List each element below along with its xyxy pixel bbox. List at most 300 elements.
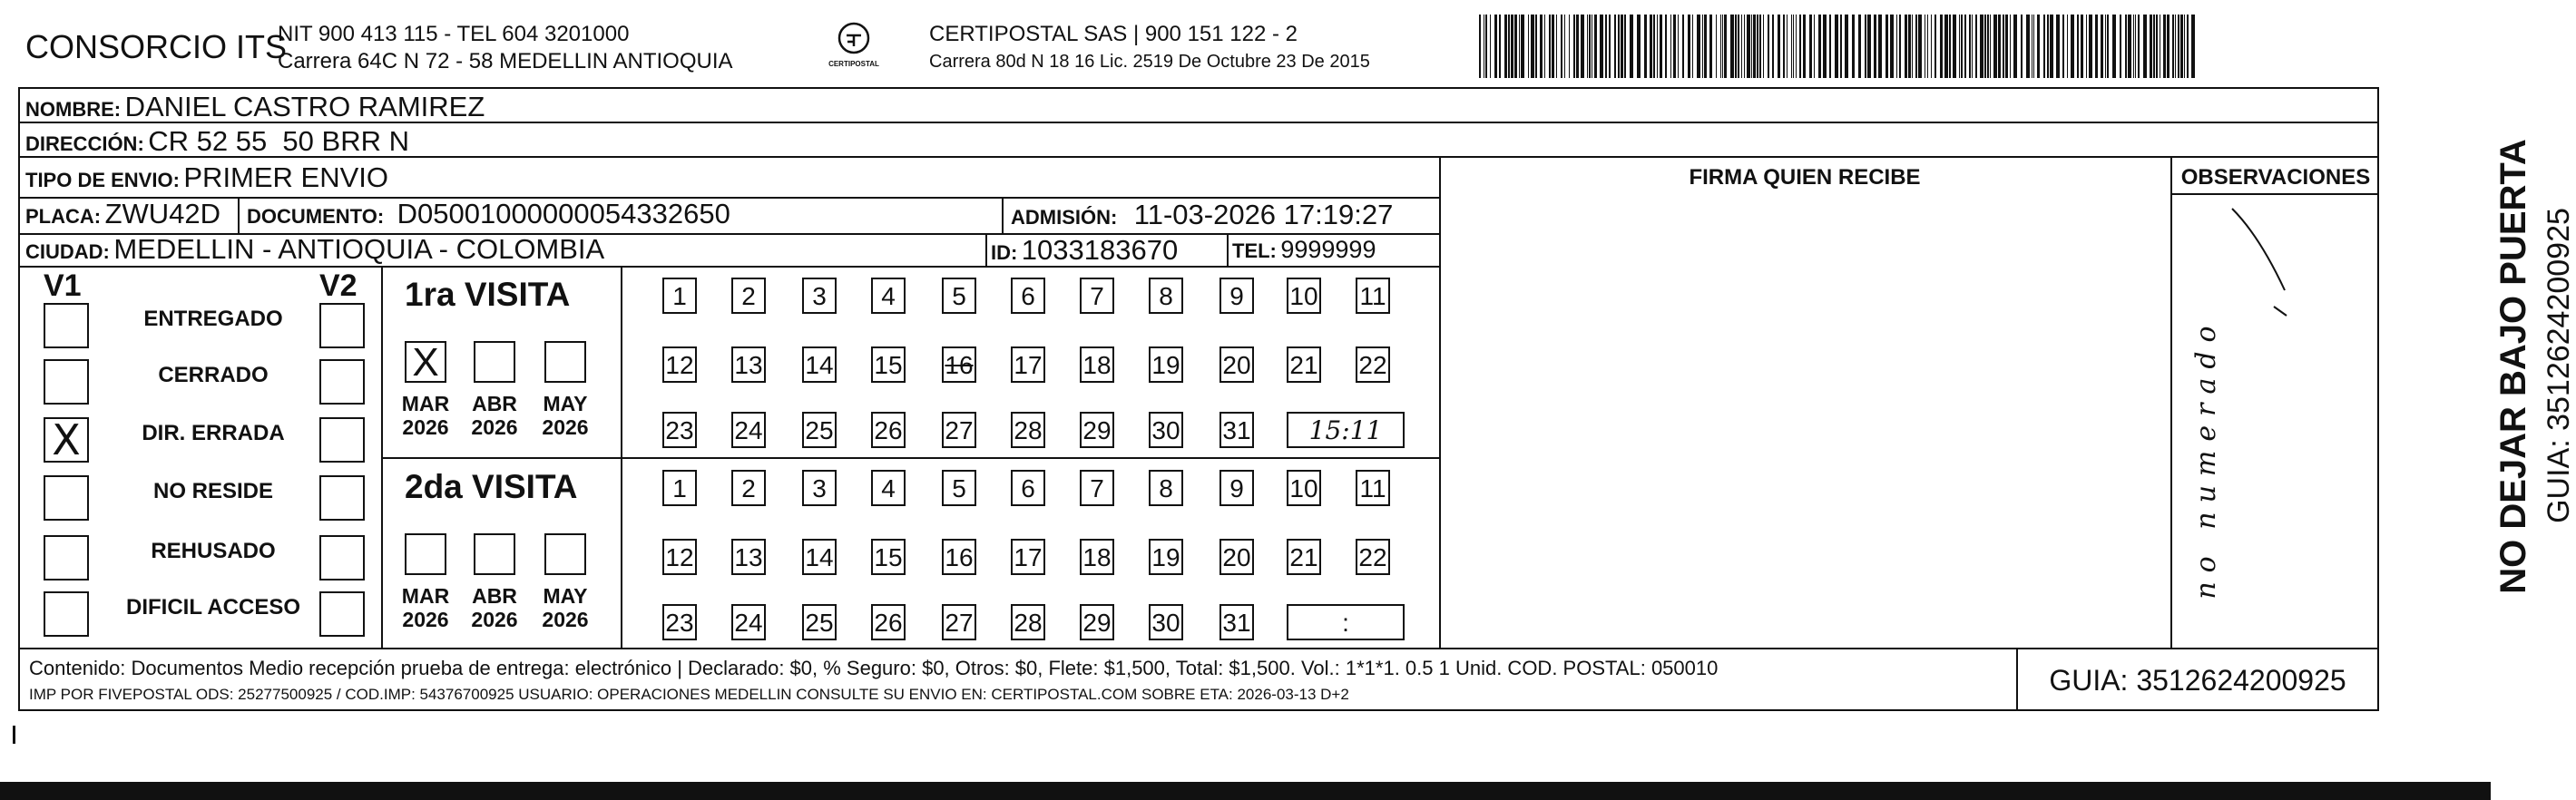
day-box[interactable]: 17 <box>1011 539 1045 575</box>
barcode-bar <box>1969 15 1971 78</box>
barcode-bar <box>2067 15 2068 78</box>
day-box[interactable]: 19 <box>1149 539 1183 575</box>
barcode-bar <box>1961 15 1963 78</box>
day-box[interactable]: 6 <box>1011 470 1045 506</box>
day-box[interactable]: 14 <box>802 539 837 575</box>
barcode-bar <box>1569 15 1570 78</box>
courier-line: CERTIPOSTAL SAS | 900 151 122 - 2 <box>929 22 1298 46</box>
tipo-label: TIPO DE ENVIO: <box>25 169 180 191</box>
barcode-bar <box>2135 15 2136 78</box>
barcode-bar <box>1605 15 1607 78</box>
barcode-bar <box>1931 15 1932 78</box>
tel-row <box>1232 238 1376 262</box>
barcode-bar <box>1823 15 1827 78</box>
month-checkbox[interactable] <box>544 533 586 575</box>
month-name: MAR <box>401 392 450 415</box>
barcode-bar <box>2187 15 2189 78</box>
day-box[interactable]: 21 <box>1287 346 1321 383</box>
documento-value: D05001000000054332650 <box>397 198 730 229</box>
documento-row <box>247 200 730 228</box>
barcode-bar <box>1609 15 1611 78</box>
barcode-bar <box>1549 15 1551 78</box>
barcode-bar <box>1747 15 1750 78</box>
day-box[interactable]: 31 <box>1219 412 1254 448</box>
v2-checkbox[interactable] <box>319 303 365 348</box>
barcode-bar <box>1865 15 1866 78</box>
month-label <box>394 584 457 632</box>
barcode-bar <box>1589 15 1591 78</box>
footer-contenido: Contenido: Documentos Medio recepción prueba de entrega: electrónico | Declarado: $0, % Seguro: $0, Otros: $0, Flete: $1,500, Total: $1,500. Vol.: 1*1*1. 0.5 1 Unid. COD. POSTAL: 050010 <box>29 657 1719 679</box>
barcode-bar <box>1778 15 1780 78</box>
day-box[interactable]: 16 <box>942 346 976 383</box>
day-box[interactable]: 5 <box>942 470 976 506</box>
barcode-bar <box>1508 15 1510 78</box>
day-box[interactable]: 15 <box>871 346 906 383</box>
courier-address: Carrera 80d N 18 16 Lic. 2519 De Octubre 23 De 2015 <box>929 52 1370 72</box>
v2-checkbox[interactable] <box>319 591 365 637</box>
barcode-bar <box>1528 15 1529 78</box>
day-box[interactable]: 26 <box>871 604 906 640</box>
v2-checkbox[interactable] <box>319 359 365 405</box>
day-box[interactable]: 23 <box>662 604 697 640</box>
barcode-bar <box>1940 15 1943 78</box>
barcode-bar <box>2143 15 2147 78</box>
barcode-bar <box>1490 15 1491 78</box>
barcode-bar <box>2062 15 2064 78</box>
day-box[interactable]: 24 <box>731 412 766 448</box>
barcode-bar <box>1918 15 1922 78</box>
barcode-bar <box>2047 15 2049 78</box>
footer-imp: IMP POR FIVEPOSTAL ODS: 25277500925 / COD.IMP: 54376700925 USUARIO: OPERACIONES MEDELLIN CONSULTE SU ENVIO EN: CERTIPOSTAL.COM SOBRE ETA: 2026-03-13 D+2 <box>29 686 1349 703</box>
day-box[interactable]: 3 <box>802 278 837 314</box>
barcode-bar <box>1829 15 1831 78</box>
day-box[interactable]: 28 <box>1011 412 1045 448</box>
day-box[interactable]: 12 <box>662 539 697 575</box>
day-box[interactable]: 31 <box>1219 604 1254 640</box>
day-box[interactable]: 4 <box>871 278 906 314</box>
status-label: CERRADO <box>158 363 269 387</box>
barcode-bar <box>1519 15 1520 78</box>
barcode-bar <box>1594 15 1597 78</box>
day-box[interactable]: 29 <box>1080 604 1114 640</box>
barcode-bar <box>1915 15 1917 78</box>
barcode-bar <box>2013 15 2017 78</box>
month-label <box>394 392 457 440</box>
barcode-bar <box>2156 15 2158 78</box>
barcode-bar <box>1878 15 1882 78</box>
day-box[interactable]: 23 <box>662 412 697 448</box>
month-label <box>463 392 526 440</box>
barcode-bar <box>1874 15 1876 78</box>
day-box[interactable]: 13 <box>731 346 766 383</box>
month-year: 2026 <box>402 415 449 440</box>
barcode-bar <box>1972 15 1973 78</box>
day-box[interactable]: 13 <box>731 539 766 575</box>
side-guia: GUIA: 3512624200925 <box>2542 208 2576 523</box>
nombre-value: DANIEL CASTRO RAMIREZ <box>124 91 485 122</box>
observaciones-pen-strokes <box>2214 200 2314 327</box>
barcode-bar <box>1535 15 1537 78</box>
status-label: DIFICIL ACCESO <box>125 595 300 620</box>
barcode-bar <box>1630 15 1633 78</box>
barcode-bar <box>2086 15 2087 78</box>
barcode-bar <box>1514 15 1517 78</box>
day-box[interactable]: 25 <box>802 412 837 448</box>
v2-checkbox[interactable] <box>319 417 365 463</box>
barcode-bar <box>1576 15 1579 78</box>
barcode-bar <box>1899 15 1901 78</box>
day-box[interactable]: 5 <box>942 278 976 314</box>
day-box[interactable]: 30 <box>1149 412 1183 448</box>
day-box[interactable]: 10 <box>1287 470 1321 506</box>
company-name: CONSORCIO ITS <box>25 28 288 65</box>
ciudad-row <box>25 235 604 263</box>
barcode-bar <box>1980 15 1983 78</box>
barcode-bar <box>2107 15 2109 78</box>
barcode-bar <box>1949 15 1951 78</box>
barcode-bar <box>1621 15 1623 78</box>
barcode-bar <box>2112 15 2116 78</box>
v2-checkbox[interactable] <box>319 535 365 580</box>
day-box[interactable]: 20 <box>1219 346 1254 383</box>
barcode-bar <box>2105 15 2106 78</box>
day-box[interactable]: 30 <box>1149 604 1183 640</box>
day-box[interactable]: 7 <box>1080 470 1114 506</box>
barcode-bar <box>1716 15 1717 78</box>
observaciones-handwriting: no numerado <box>2190 317 2222 600</box>
barcode-bar <box>2133 15 2134 78</box>
barcode-bar <box>1759 15 1761 78</box>
time-box[interactable]: 15:11 <box>1287 412 1405 448</box>
month-name: MAR <box>401 584 450 608</box>
barcode-bar <box>1665 15 1667 78</box>
scan-mark <box>13 726 15 744</box>
barcode-bar <box>1908 15 1911 78</box>
day-box[interactable]: 16 <box>942 539 976 575</box>
month-name: ABR <box>472 584 517 608</box>
barcode-bar <box>2120 15 2121 78</box>
barcode-bar <box>2175 15 2176 78</box>
day-box[interactable]: 14 <box>802 346 837 383</box>
admision-value: 11-03-2026 17:19:27 <box>1133 199 1394 230</box>
barcode-bar <box>1799 15 1801 78</box>
barcode-bar <box>2128 15 2131 78</box>
first-visit-label: 1ra VISITA <box>405 276 571 313</box>
day-box[interactable]: 3 <box>802 470 837 506</box>
day-box[interactable]: 28 <box>1011 604 1045 640</box>
day-box[interactable]: 20 <box>1219 539 1254 575</box>
barcode-bar <box>2071 15 2074 78</box>
barcode <box>1479 15 2196 78</box>
barcode-bar <box>1544 15 1545 78</box>
barcode-bar <box>1814 15 1815 78</box>
day-box[interactable]: 7 <box>1080 278 1114 314</box>
barcode-bar <box>1644 15 1647 78</box>
day-box[interactable]: 4 <box>871 470 906 506</box>
barcode-bar <box>1927 15 1928 78</box>
month-year: 2026 <box>542 608 589 632</box>
barcode-bar <box>2150 15 2152 78</box>
barcode-bar <box>1637 15 1641 78</box>
tipo-row <box>25 163 388 191</box>
barcode-bar <box>2095 15 2098 78</box>
scan-edge-bar <box>0 782 2491 800</box>
month-label <box>534 392 597 440</box>
barcode-bar <box>2184 15 2185 78</box>
barcode-bar <box>1720 15 1721 78</box>
barcode-bar <box>2101 15 2103 78</box>
day-box[interactable]: 1 <box>662 278 697 314</box>
direccion-label: DIRECCIÓN: <box>25 132 144 155</box>
barcode-bar <box>1624 15 1626 78</box>
barcode-bar <box>2125 15 2127 78</box>
barcode-bar <box>1741 15 1742 78</box>
barcode-bar <box>1793 15 1794 78</box>
day-box[interactable]: 6 <box>1011 278 1045 314</box>
day-box[interactable]: 9 <box>1219 470 1254 506</box>
barcode-bar <box>1531 15 1534 78</box>
id-value: 1033183670 <box>1021 234 1179 266</box>
day-box[interactable]: 2 <box>731 278 766 314</box>
barcode-bar <box>2010 15 2011 78</box>
barcode-bar <box>1791 15 1792 78</box>
barcode-bar <box>2089 15 2092 78</box>
day-box[interactable]: 25 <box>802 604 837 640</box>
barcode-bar <box>1600 15 1603 78</box>
tipo-value: PRIMER ENVIO <box>183 161 389 193</box>
day-box[interactable]: 18 <box>1080 346 1114 383</box>
placa-label: PLACA: <box>25 205 102 228</box>
barcode-bar <box>1852 15 1855 78</box>
barcode-bar <box>1840 15 1842 78</box>
barcode-bar <box>1479 15 1481 78</box>
barcode-bar <box>1704 15 1707 78</box>
barcode-bar <box>1618 15 1620 78</box>
barcode-bar <box>1835 15 1838 78</box>
nombre-label: NOMBRE: <box>25 98 122 121</box>
barcode-bar <box>1738 15 1739 78</box>
barcode-bar <box>1890 15 1894 78</box>
barcode-bar <box>1650 15 1652 78</box>
v1-checkbox[interactable] <box>44 417 89 463</box>
observaciones-header: OBSERVACIONES <box>2180 165 2371 190</box>
footer-guia: GUIA: 3512624200925 <box>2049 664 2346 697</box>
barcode-bar <box>2005 15 2008 78</box>
barcode-bar <box>1744 15 1745 78</box>
id-row <box>991 236 1178 264</box>
logo-emblem-icon <box>836 20 872 56</box>
status-label: NO RESIDE <box>152 479 274 503</box>
barcode-bar <box>1757 15 1758 78</box>
direccion-value: CR 52 55 50 BRR N <box>148 125 409 157</box>
barcode-bar <box>2050 15 2053 78</box>
month-year: 2026 <box>402 608 449 632</box>
day-box[interactable]: 26 <box>871 412 906 448</box>
tel-label: TEL: <box>1232 239 1277 262</box>
barcode-bar <box>2153 15 2155 78</box>
ciudad-label: CIUDAD: <box>25 240 110 263</box>
barcode-bar <box>1809 15 1812 78</box>
v1-checkbox[interactable] <box>44 475 89 521</box>
barcode-bar <box>1885 15 1888 78</box>
barcode-bar <box>1953 15 1956 78</box>
status-label: ENTREGADO <box>143 307 283 331</box>
barcode-bar <box>2043 15 2045 78</box>
barcode-bar <box>1905 15 1907 78</box>
admision-row <box>1011 200 1393 229</box>
day-box[interactable]: 10 <box>1287 278 1321 314</box>
barcode-bar <box>1511 15 1513 78</box>
barcode-bar <box>2037 15 2040 78</box>
month-name: MAY <box>543 584 588 608</box>
month-name: MAY <box>543 392 588 415</box>
day-box[interactable]: 27 <box>942 412 976 448</box>
barcode-bar <box>1990 15 1991 78</box>
day-box[interactable]: 22 <box>1356 346 1390 383</box>
barcode-bar <box>2180 15 2183 78</box>
admision-label: ADMISIÓN: <box>1011 206 1118 229</box>
day-box[interactable]: 12 <box>662 346 697 383</box>
barcode-bar <box>1682 15 1684 78</box>
barcode-bar <box>2081 15 2083 78</box>
day-box[interactable]: 2 <box>731 470 766 506</box>
barcode-bar <box>2172 15 2174 78</box>
day-box[interactable]: 17 <box>1011 346 1045 383</box>
barcode-bar <box>1772 15 1774 78</box>
barcode-bar <box>1858 15 1861 78</box>
barcode-bar <box>1581 15 1584 78</box>
barcode-bar <box>2138 15 2140 78</box>
barcode-bar <box>1504 15 1507 78</box>
barcode-bar <box>1697 15 1700 78</box>
firma-header: FIRMA QUIEN RECIBE <box>1689 165 1921 190</box>
barcode-bar <box>1964 15 1966 78</box>
barcode-bar <box>1751 15 1752 78</box>
barcode-bar <box>1657 15 1658 78</box>
v2-label: V2 <box>319 268 358 303</box>
barcode-bar <box>1768 15 1769 78</box>
v2-checkbox[interactable] <box>319 475 365 521</box>
barcode-bar <box>2026 15 2030 78</box>
placa-row <box>25 200 220 228</box>
month-checkbox[interactable] <box>405 533 446 575</box>
barcode-bar <box>1660 15 1662 78</box>
barcode-bar <box>1678 15 1679 78</box>
barcode-bar <box>1975 15 1977 78</box>
month-year: 2026 <box>542 415 589 440</box>
barcode-bar <box>1556 15 1557 78</box>
barcode-bar <box>1485 15 1487 78</box>
barcode-bar <box>2033 15 2034 78</box>
barcode-bar <box>1561 15 1562 78</box>
barcode-bar <box>1818 15 1821 78</box>
status-label: DIR. ERRADA <box>142 421 285 445</box>
logo-text: CERTIPOSTAL <box>828 60 879 68</box>
barcode-bar <box>1753 15 1756 78</box>
id-label: ID: <box>991 241 1018 264</box>
v1-label: V1 <box>44 268 82 303</box>
day-box[interactable]: 18 <box>1080 539 1114 575</box>
barcode-bar <box>2191 15 2195 78</box>
certipostal-logo <box>822 20 886 76</box>
v1-checkbox[interactable] <box>44 359 89 405</box>
company-address: Carrera 64C N 72 - 58 MEDELLIN ANTIOQUIA <box>278 49 733 73</box>
day-box[interactable]: 27 <box>942 604 976 640</box>
barcode-bar <box>1540 15 1543 78</box>
day-box[interactable]: 19 <box>1149 346 1183 383</box>
barcode-bar <box>1702 15 1703 78</box>
barcode-bar <box>1998 15 2001 78</box>
barcode-bar <box>1787 15 1788 78</box>
barcode-bar <box>1573 15 1575 78</box>
barcode-bar <box>1688 15 1690 78</box>
barcode-bar <box>1587 15 1588 78</box>
barcode-bar <box>1959 15 1960 78</box>
barcode-bar <box>1653 15 1655 78</box>
barcode-bar <box>1521 15 1524 78</box>
v1-checkbox[interactable] <box>44 303 89 348</box>
day-box[interactable]: 11 <box>1356 470 1390 506</box>
time-box[interactable]: : <box>1287 604 1405 640</box>
month-checkbox[interactable] <box>474 533 515 575</box>
barcode-bar <box>1735 15 1737 78</box>
barcode-bar <box>2077 15 2079 78</box>
month-checkbox[interactable] <box>544 341 586 383</box>
ciudad-value: MEDELLIN - ANTIOQUIA - COLOMBIA <box>113 233 605 265</box>
day-box[interactable]: 11 <box>1356 278 1390 314</box>
barcode-bar <box>1709 15 1712 78</box>
month-label <box>534 584 597 632</box>
barcode-bar <box>1673 15 1676 78</box>
barcode-bar <box>1730 15 1734 78</box>
day-box[interactable]: 15 <box>871 539 906 575</box>
v1-checkbox[interactable] <box>44 591 89 637</box>
day-box[interactable]: 9 <box>1219 278 1254 314</box>
month-year: 2026 <box>471 608 518 632</box>
month-checkbox[interactable]: X <box>405 341 446 383</box>
day-box[interactable]: 8 <box>1149 470 1183 506</box>
barcode-graphic <box>1479 15 2196 78</box>
barcode-bar <box>1984 15 1986 78</box>
barcode-bar <box>2178 15 2179 78</box>
barcode-bar <box>2003 15 2004 78</box>
barcode-bar <box>1564 15 1565 78</box>
barcode-bar <box>1724 15 1727 78</box>
barcode-bar <box>1803 15 1806 78</box>
status-label: REHUSADO <box>151 539 276 563</box>
barcode-bar <box>1552 15 1554 78</box>
day-box[interactable]: 22 <box>1356 539 1390 575</box>
barcode-bar <box>1796 15 1797 78</box>
day-box[interactable]: 21 <box>1287 539 1321 575</box>
barcode-bar <box>1722 15 1723 78</box>
second-visit-label: 2da VISITA <box>405 468 578 505</box>
month-checkbox[interactable] <box>474 341 515 383</box>
tel-value: 9999999 <box>1280 236 1376 263</box>
barcode-bar <box>1867 15 1871 78</box>
barcode-bar <box>1763 15 1764 78</box>
no-dejar-bajo-puerta: NO DEJAR BAJO PUERTA <box>2493 139 2533 594</box>
barcode-bar <box>1494 15 1497 78</box>
barcode-bar <box>2021 15 2023 78</box>
v1-checkbox[interactable] <box>44 535 89 580</box>
day-box[interactable]: 29 <box>1080 412 1114 448</box>
month-name: ABR <box>472 392 517 415</box>
nombre-row <box>25 93 485 121</box>
day-box[interactable]: 8 <box>1149 278 1183 314</box>
day-box[interactable]: 24 <box>731 604 766 640</box>
day-box[interactable]: 1 <box>662 470 697 506</box>
